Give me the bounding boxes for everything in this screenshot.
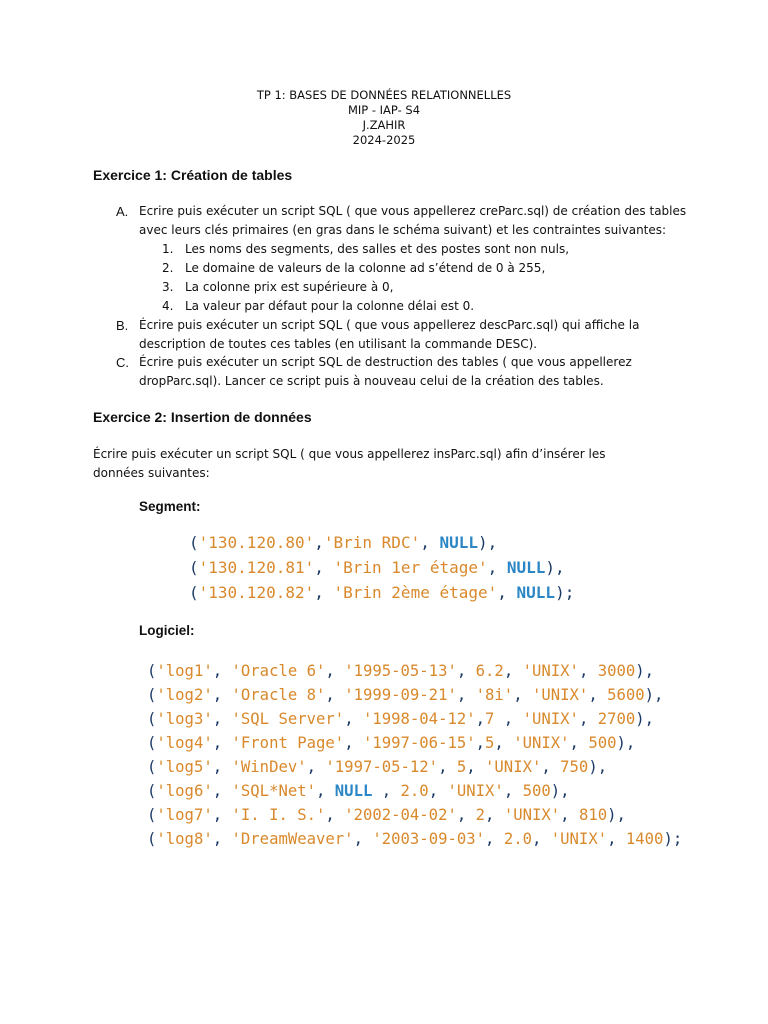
code-value: 5 [485, 734, 495, 752]
code-value: 'UNIX' [531, 686, 589, 704]
code-punctuation: , [485, 806, 504, 824]
code-punctuation: ( [147, 758, 157, 776]
code-punctuation: , [306, 758, 326, 776]
code-line [147, 707, 682, 731]
code-value: 'log3' [156, 710, 213, 728]
code-punctuation: , [560, 806, 579, 824]
item-text: Ecrire puis exécuter un script SQL ( que vous appellerez creParc.sql) de création des tables avec leurs clés primaires (en gras dans le schéma suivant) et les contraintes suivantes: [139, 204, 687, 237]
code-punctuation: , [503, 782, 523, 800]
code-punctuation: , [428, 782, 448, 800]
code-punctuation: ), [478, 533, 498, 552]
code-value: 1400 [625, 830, 664, 848]
code-punctuation: , [578, 662, 598, 680]
null-keyword: NULL [506, 558, 546, 577]
code-punctuation: ( [147, 782, 157, 800]
code-punctuation: ( [189, 583, 199, 602]
code-punctuation: ( [189, 558, 199, 577]
code-value: 'log8' [156, 830, 213, 848]
code-punctuation: ( [147, 710, 157, 728]
code-punctuation: , [487, 558, 507, 577]
item-letter: A. [116, 204, 129, 219]
code-value: '130.120.82' [198, 583, 315, 602]
code-line [147, 731, 682, 755]
code-punctuation: , [466, 758, 486, 776]
code-value: 'Brin 1er étage' [333, 558, 488, 577]
code-value: 'UNIX' [522, 662, 579, 680]
code-punctuation: , [314, 558, 334, 577]
code-value: 'I. I. S.' [231, 806, 326, 824]
code-punctuation: , [212, 686, 232, 704]
code-punctuation: , [475, 734, 486, 752]
code-punctuation: ), [588, 758, 608, 776]
code-punctuation: ), [616, 734, 636, 752]
code-value: 5 [456, 758, 467, 776]
code-punctuation: , [372, 782, 401, 800]
code-punctuation: , [212, 710, 232, 728]
code-punctuation: , [503, 662, 523, 680]
code-value: '1998-04-12' [362, 710, 476, 728]
code-value: 500 [588, 734, 617, 752]
code-punctuation: , [314, 583, 334, 602]
code-punctuation: ), [550, 782, 570, 800]
code-value: 810 [578, 806, 608, 824]
constraint-text: La colonne prix est supérieure à 0, [185, 280, 394, 294]
code-value: 'log1' [156, 662, 213, 680]
code-value: 'UNIX' [522, 710, 579, 728]
code-line [147, 683, 682, 707]
code-punctuation: ), [545, 558, 565, 577]
item-text: Écrire puis exécuter un script SQL de destruction des tables ( que vous appellerez dropParc.sql). Lancer ce script puis à nouveau celui de la création des tables. [139, 355, 632, 388]
code-value: '130.120.81' [198, 558, 315, 577]
code-punctuation: , [494, 710, 523, 728]
code-line [147, 803, 682, 827]
code-punctuation: , [212, 662, 232, 680]
code-value: 'log6' [156, 782, 213, 800]
code-value: 'log7' [156, 806, 213, 824]
code-value: '130.120.80' [198, 533, 315, 552]
code-value: 5600 [607, 686, 645, 704]
constraint-text: Les noms des segments, des salles et des postes sont non nuls, [185, 242, 570, 256]
code-line [147, 659, 682, 683]
logiciel-label: Logiciel: [139, 623, 195, 638]
constraint-text: La valeur par défaut pour la colonne délai est 0. [185, 299, 475, 313]
code-line [189, 555, 574, 580]
header-title: TP 1: BASES DE DONNÉES RELATIONNELLES [256, 88, 512, 102]
code-value: 'Front Page' [231, 734, 345, 752]
segment-code-block [189, 530, 574, 605]
code-punctuation: ), [635, 662, 655, 680]
code-punctuation: , [541, 758, 561, 776]
code-punctuation: , [485, 830, 504, 848]
code-punctuation: ); [555, 583, 575, 602]
code-punctuation: ( [189, 533, 199, 552]
header-author: J.ZAHIR [362, 118, 406, 132]
code-punctuation: ), [607, 806, 626, 824]
code-value: 750 [560, 758, 589, 776]
code-punctuation: , [475, 710, 486, 728]
code-line [189, 530, 574, 555]
code-value: 'Oracle 8' [231, 686, 326, 704]
constraint-number: 2. [162, 261, 174, 275]
null-keyword: NULL [516, 583, 556, 602]
constraint-text: Le domaine de valeurs de la colonne ad s’étend de 0 à 255, [185, 261, 546, 275]
code-punctuation: , [316, 782, 335, 800]
code-value: 'log5' [156, 758, 213, 776]
code-punctuation: , [353, 830, 373, 848]
exercise1-title: Exercice 1: Création de tables [93, 167, 293, 183]
code-punctuation: , [325, 686, 345, 704]
code-value: 2.0 [503, 830, 532, 848]
code-punctuation: , [212, 830, 232, 848]
code-value: '1997-06-15' [362, 734, 476, 752]
code-value: '8i' [475, 686, 514, 704]
code-value: 'UNIX' [550, 830, 608, 848]
code-value: '2002-04-02' [344, 806, 457, 824]
document-header [0, 88, 768, 148]
code-value: 2 [475, 806, 486, 824]
code-line [147, 779, 682, 803]
code-punctuation: ); [663, 830, 683, 848]
exercise2-intro: Écrire puis exécuter un script SQL ( que vous appellerez insParc.sql) afin d’insérer les données suivantes: [93, 447, 606, 480]
exercise2-title: Exercice 2: Insertion de données [93, 409, 312, 425]
header-course: MIP - IAP- S4 [347, 103, 421, 117]
code-line [147, 755, 682, 779]
code-value: 'Brin 2ème étage' [333, 583, 498, 602]
code-line [189, 580, 574, 605]
code-value: 'WinDev' [231, 758, 307, 776]
code-punctuation: , [325, 806, 345, 824]
code-value: 'Oracle 6' [231, 662, 326, 680]
code-punctuation: , [513, 686, 532, 704]
code-punctuation: , [314, 533, 324, 552]
code-punctuation: ( [147, 662, 157, 680]
code-value: 'DreamWeaver' [231, 830, 354, 848]
code-value: 'SQL*Net' [231, 782, 317, 800]
code-value: 'log4' [156, 734, 213, 752]
code-value: '1997-05-12' [325, 758, 439, 776]
item-text: Écrire puis exécuter un script SQL ( que vous appellerez descParc.sql) qui affiche la description de toutes ces tables (en utilisant la commande DESC). [139, 318, 640, 351]
null-keyword: NULL [439, 533, 478, 552]
constraint-number: 1. [162, 242, 174, 256]
code-punctuation: , [578, 710, 598, 728]
code-punctuation: , [569, 734, 589, 752]
code-punctuation: , [325, 662, 345, 680]
code-punctuation: , [588, 686, 608, 704]
code-punctuation: ( [147, 686, 157, 704]
code-value: '1999-09-21' [344, 686, 457, 704]
code-punctuation: , [456, 806, 476, 824]
null-keyword: NULL [334, 782, 373, 800]
code-value: 'UNIX' [447, 782, 504, 800]
code-value: 'SQL Server' [231, 710, 345, 728]
code-value: 'UNIX' [513, 734, 570, 752]
code-value: 500 [522, 782, 551, 800]
code-punctuation: , [456, 662, 476, 680]
code-punctuation: , [531, 830, 551, 848]
code-punctuation: , [212, 758, 232, 776]
constraint-number: 4. [162, 299, 174, 313]
code-line [147, 827, 682, 851]
code-punctuation: ( [147, 734, 157, 752]
code-value: 6.2 [475, 662, 504, 680]
segment-label: Segment: [139, 499, 201, 514]
item-letter: C. [116, 355, 129, 370]
code-value: '1995-05-13' [344, 662, 457, 680]
code-punctuation: , [497, 583, 517, 602]
code-value: 'UNIX' [503, 806, 561, 824]
code-punctuation: , [607, 830, 626, 848]
code-value: 'log2' [156, 686, 213, 704]
code-value: 2700 [597, 710, 636, 728]
code-punctuation: , [212, 806, 232, 824]
code-punctuation: , [420, 533, 440, 552]
code-punctuation: , [456, 686, 476, 704]
code-punctuation: ( [147, 806, 157, 824]
code-punctuation: , [212, 734, 232, 752]
code-punctuation: , [344, 710, 363, 728]
logiciel-code-block [147, 659, 682, 851]
code-punctuation: , [212, 782, 232, 800]
code-value: 'UNIX' [485, 758, 542, 776]
constraint-number: 3. [162, 280, 174, 294]
code-value: 7 [485, 710, 495, 728]
code-punctuation: ), [635, 710, 655, 728]
code-value: 2.0 [400, 782, 429, 800]
code-value: 'Brin RDC' [323, 533, 421, 552]
item-letter: B. [116, 318, 129, 333]
header-year: 2024-2025 [352, 133, 416, 147]
code-punctuation: ), [644, 686, 664, 704]
code-value: '2003-09-03' [372, 830, 486, 848]
code-punctuation: , [494, 734, 514, 752]
code-punctuation: , [344, 734, 363, 752]
code-punctuation: ( [147, 830, 157, 848]
code-punctuation: , [438, 758, 457, 776]
code-value: 3000 [597, 662, 636, 680]
